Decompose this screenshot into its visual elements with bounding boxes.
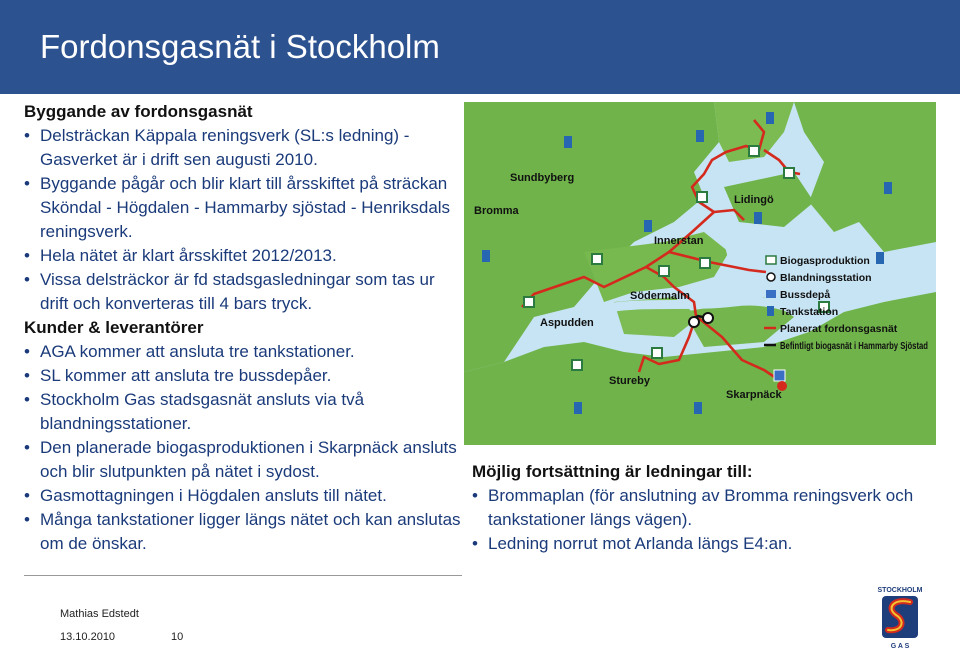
logo-bottom-text: G A S	[890, 643, 910, 650]
customers-list	[24, 340, 464, 556]
logo-top-text: STOCKHOLM	[877, 587, 923, 594]
list-item: • SL kommer att ansluta tre bussdepåer.	[24, 364, 464, 388]
footer-date: 13.10.2010	[60, 631, 116, 643]
place-label-bromma: Bromma	[474, 205, 519, 217]
list-item: • Delsträckan Käppala reningsverk (SL:s ledning) - Gasverket är i drift sen augusti 2010.	[24, 124, 464, 172]
place-label-stureby: Stureby	[609, 375, 650, 387]
list-item: • Stockholm Gas stadsgasnät ansluts via två blandningsstationer.	[24, 388, 464, 436]
footer-divider	[24, 575, 462, 576]
place-label-aspudden: Aspudden	[540, 317, 594, 329]
list-item: • Gasmottagningen i Högdalen ansluts till nätet.	[24, 484, 464, 508]
legend-bus-depot: Bussdepå	[780, 289, 831, 301]
section-heading-continuation: Möjlig fortsättning är ledningar till:	[472, 462, 753, 481]
legend-biogas: Biogasproduktion	[780, 255, 870, 267]
left-column	[24, 100, 464, 556]
legend-existing: Befintligt biogasnät i Hammarby Sjöstad	[780, 340, 928, 352]
legend-planned: Planerat fordonsgasnät	[780, 323, 898, 335]
place-label-sodermalm: Södermalm	[630, 290, 690, 302]
construction-list	[24, 124, 464, 316]
place-label-sundbyberg: Sundbyberg	[510, 172, 575, 184]
page-number: 10	[171, 631, 184, 643]
list-item: • Brommaplan (för anslutning av Bromma reningsverk och tankstationer längs vägen).	[472, 484, 932, 532]
right-column	[472, 460, 932, 556]
section-heading-construction: Byggande av fordonsgasnät	[24, 102, 253, 121]
footer-author: Mathias Edstedt	[60, 608, 139, 620]
continuation-list	[472, 484, 932, 556]
place-label-lidingo: Lidingö	[734, 194, 774, 206]
list-item: • Byggande pågår och blir klart till årsskiftet på sträckan Sköndal - Högdalen - Hammarby sjöstad - Henriksdals reningsverk.	[24, 172, 464, 244]
place-label-innerstan: Innerstan	[654, 235, 704, 247]
stockholm-gas-logo	[872, 584, 928, 650]
title-bar	[0, 0, 960, 94]
list-item: • Många tankstationer ligger längs nätet och kan anslutas om de önskar.	[24, 508, 464, 556]
place-label-skarpnack: Skarpnäck	[726, 389, 782, 401]
list-item: • Den planerade biogasproduktionen i Skarpnäck ansluts och blir slutpunkten på nätet i sydost.	[24, 436, 464, 484]
section-heading-customers: Kunder & leverantörer	[24, 318, 204, 337]
network-map	[464, 102, 936, 445]
legend-mixing: Blandningsstation	[780, 272, 872, 284]
page-title: Fordonsgasnät i Stockholm	[40, 28, 440, 65]
list-item: • Hela nätet är klart årsskiftet 2012/2013.	[24, 244, 464, 268]
list-item: • AGA kommer att ansluta tre tankstationer.	[24, 340, 464, 364]
list-item: • Ledning norrut mot Arlanda längs E4:an.	[472, 532, 932, 556]
list-item: • Vissa delsträckor är fd stadsgasledningar som tas ur drift och konverteras till 4 bars tryck.	[24, 268, 464, 316]
legend-fuel-station: Tankstation	[780, 306, 839, 318]
